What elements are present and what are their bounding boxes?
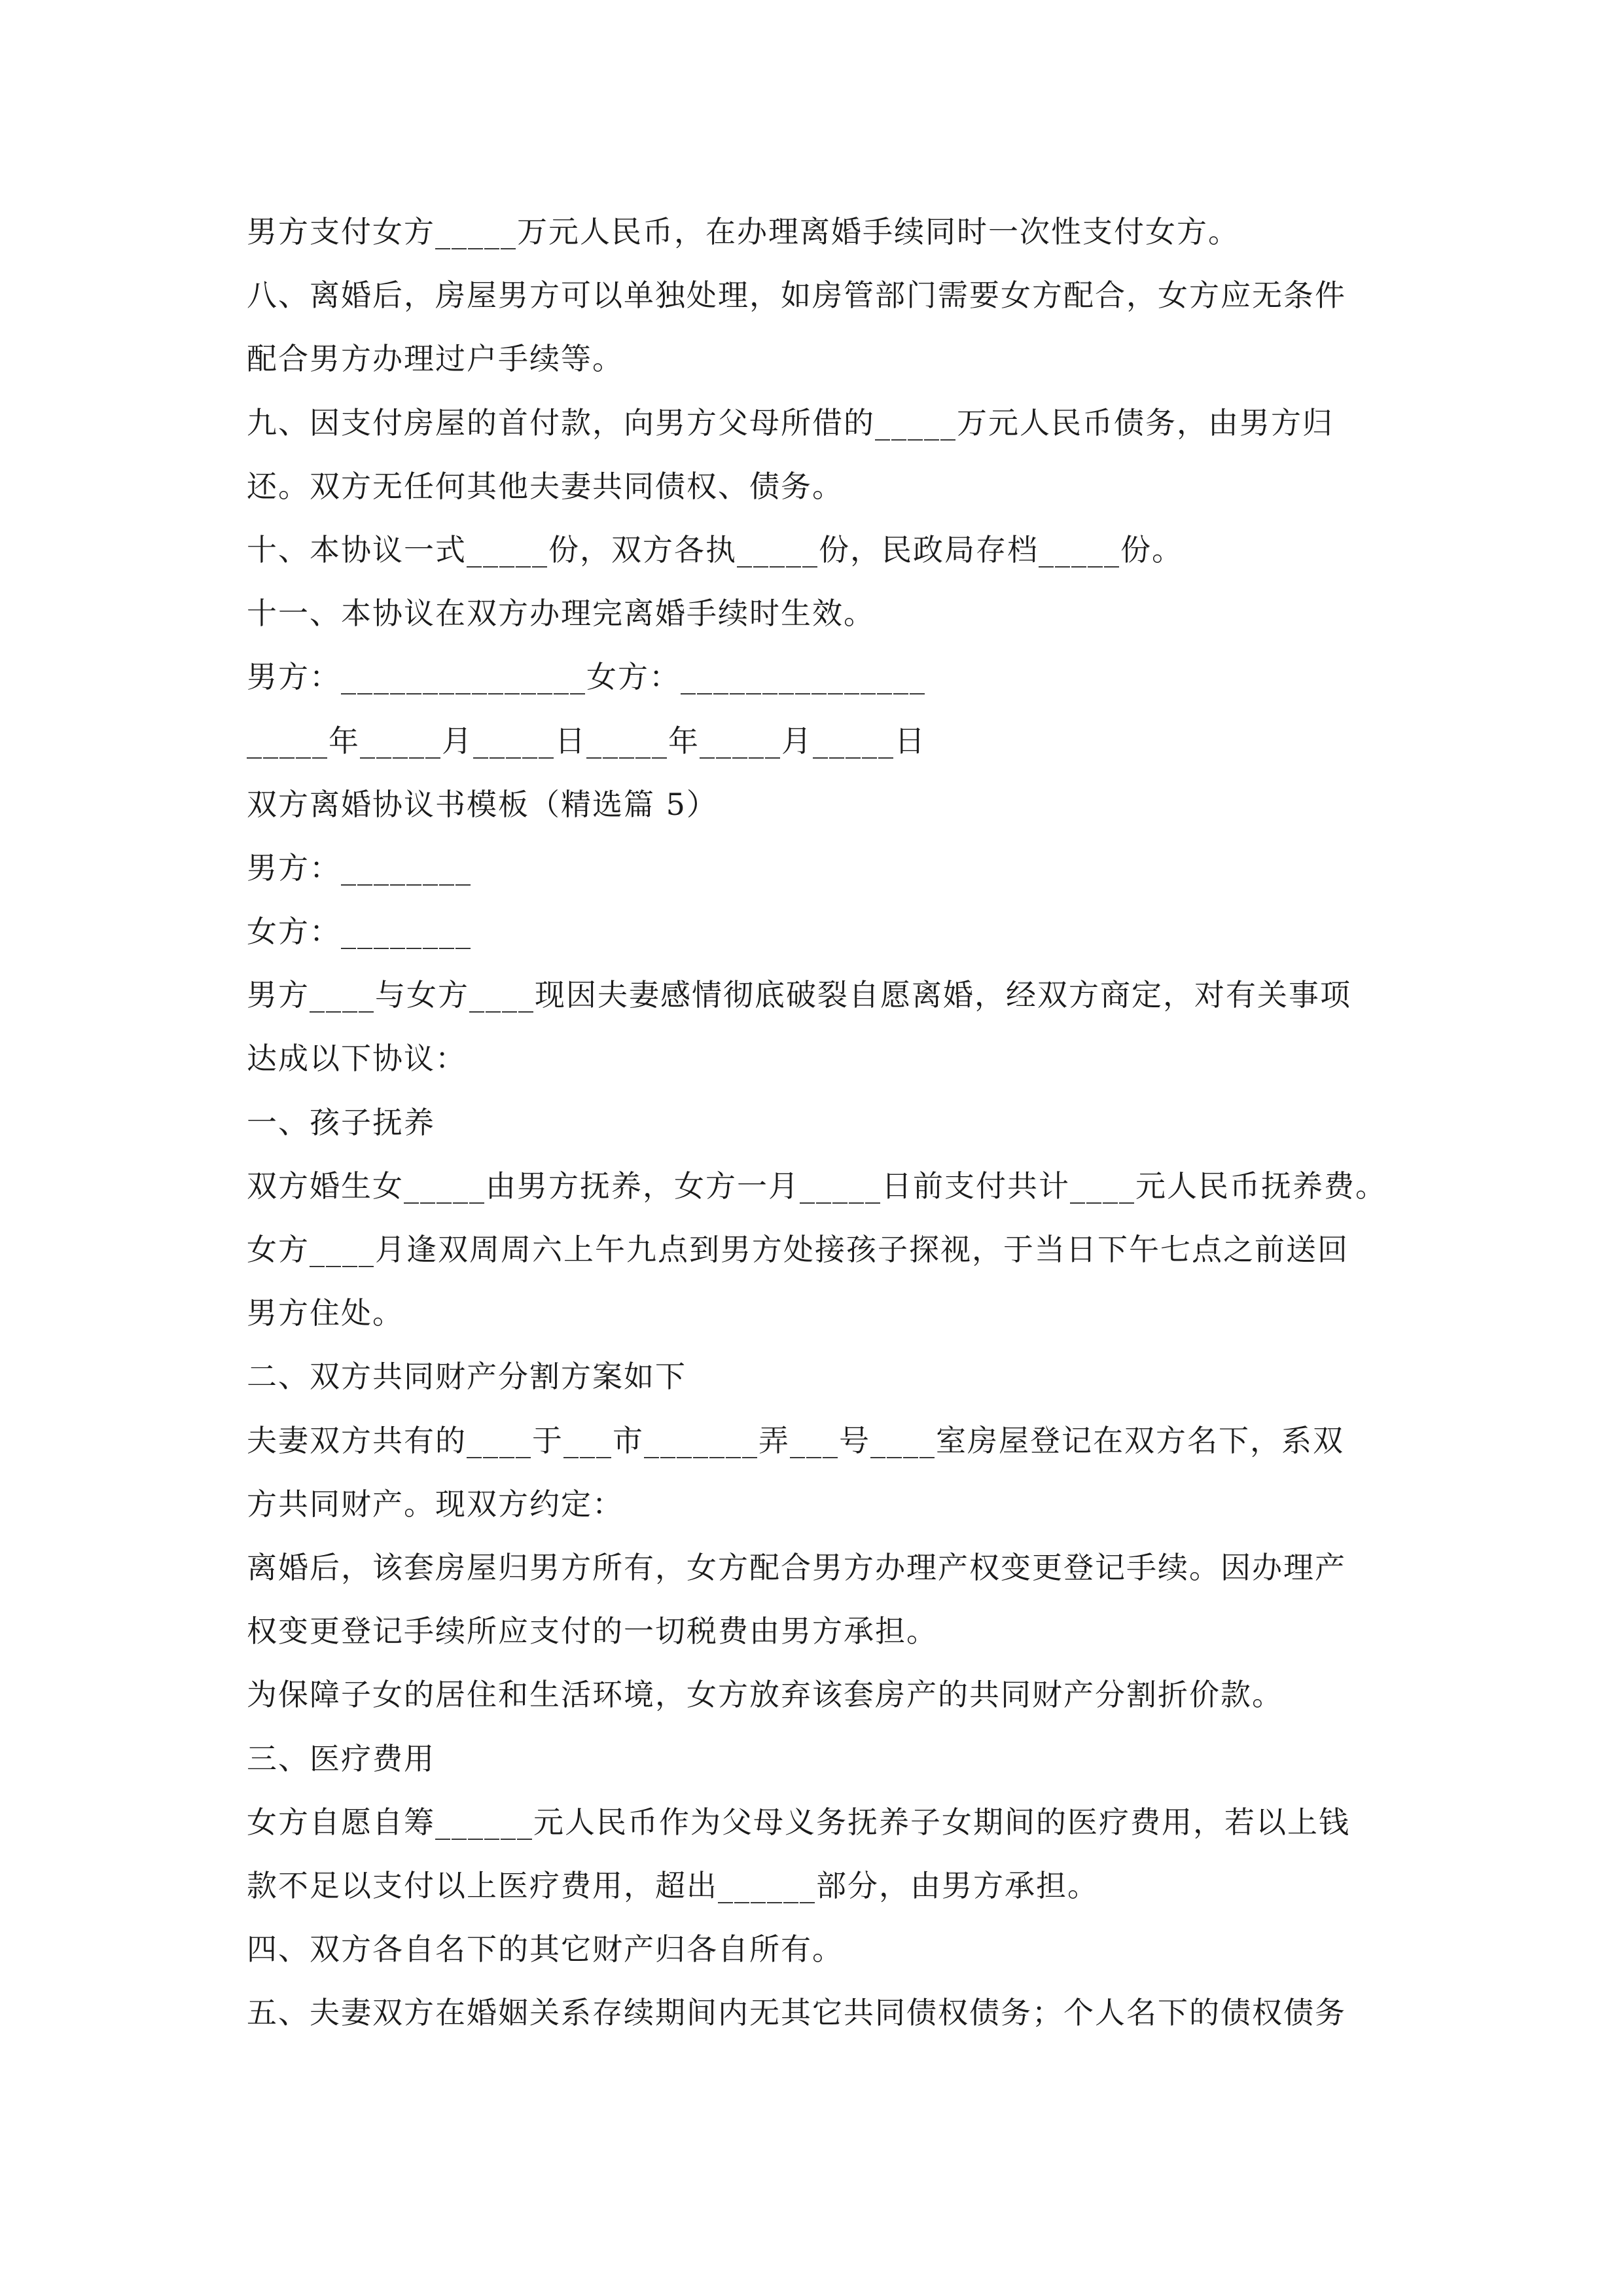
clause-9-line-2: 还。双方无任何其他夫妻共同债权、债务。 (247, 468, 844, 504)
heading-medical-expenses: 三、医疗费用 (247, 1740, 435, 1776)
custody-line-3: 男方住处。 (247, 1295, 404, 1331)
clause-8-line-2: 配合男方办理过户手续等。 (247, 341, 624, 377)
clause-9-line-1: 九、因支付房屋的首付款，向男方父母所借的_____万元人民币债务，由男方归 (247, 404, 1334, 440)
signature-line: 男方：_______________女方：_______________ (247, 659, 926, 695)
heading-property-division: 二、双方共同财产分割方案如下 (247, 1359, 687, 1395)
clause-8-line-1: 八、离婚后，房屋男方可以单独处理，如房管部门需要女方配合，女方应无条件 (247, 278, 1346, 314)
document-body (247, 200, 1385, 2045)
party-female-line: 女方：________ (247, 914, 472, 950)
custody-line-2: 女方____月逢双周周六上午九点到男方处接孩子探视，于当日下午七点之前送回 (247, 1232, 1349, 1267)
section-title: 双方离婚协议书模板（精选篇 5） (247, 786, 718, 822)
clause-11-line: 十一、本协议在双方办理完离婚手续时生效。 (247, 596, 875, 632)
property-line-4: 权变更登记手续所应支付的一切税费由男方承担。 (247, 1613, 938, 1649)
property-line-5: 为保障子女的居住和生活环境，女方放弃该套房产的共同财产分割折价款。 (247, 1677, 1283, 1713)
party-male-line: 男方：________ (247, 850, 472, 886)
preamble-line-1: 男方____与女方____现因夫妻感情彻底破裂自愿离婚，经双方商定，对有关事项 (247, 977, 1351, 1013)
clause-5-line: 五、夫妻双方在婚姻关系存续期间内无其它共同债权债务；个人名下的债权债务 (247, 1995, 1346, 2031)
custody-line-1: 双方婚生女_____由男方抚养，女方一月_____日前支付共计____元人民币抚养费。 (247, 1168, 1387, 1204)
clause-10-line: 十、本协议一式_____份，双方各执_____份，民政局存档_____份。 (247, 531, 1183, 567)
medical-line-2: 款不足以支付以上医疗费用，超出______部分，由男方承担。 (247, 1867, 1099, 1903)
date-line: _____年_____月_____日_____年_____月_____日 (247, 723, 926, 759)
property-line-2: 方共同财产。现双方约定： (247, 1486, 624, 1522)
medical-line-1: 女方自愿自筹______元人民币作为父母义务抚养子女期间的医疗费用，若以上钱 (247, 1804, 1350, 1840)
preamble-line-2: 达成以下协议： (247, 1041, 467, 1077)
payment-clause-line: 男方支付女方_____万元人民币，在办理离婚手续同时一次性支付女方。 (247, 214, 1240, 249)
property-line-1: 夫妻双方共有的____于___市_______弄___号____室房屋登记在双方名下，系双 (247, 1422, 1344, 1458)
property-line-3: 离婚后，该套房屋归男方所有，女方配合男方办理产权变更登记手续。因办理产 (247, 1549, 1346, 1585)
clause-4-line: 四、双方各自名下的其它财产归各自所有。 (247, 1931, 844, 1967)
heading-child-custody: 一、孩子抚养 (247, 1104, 435, 1140)
